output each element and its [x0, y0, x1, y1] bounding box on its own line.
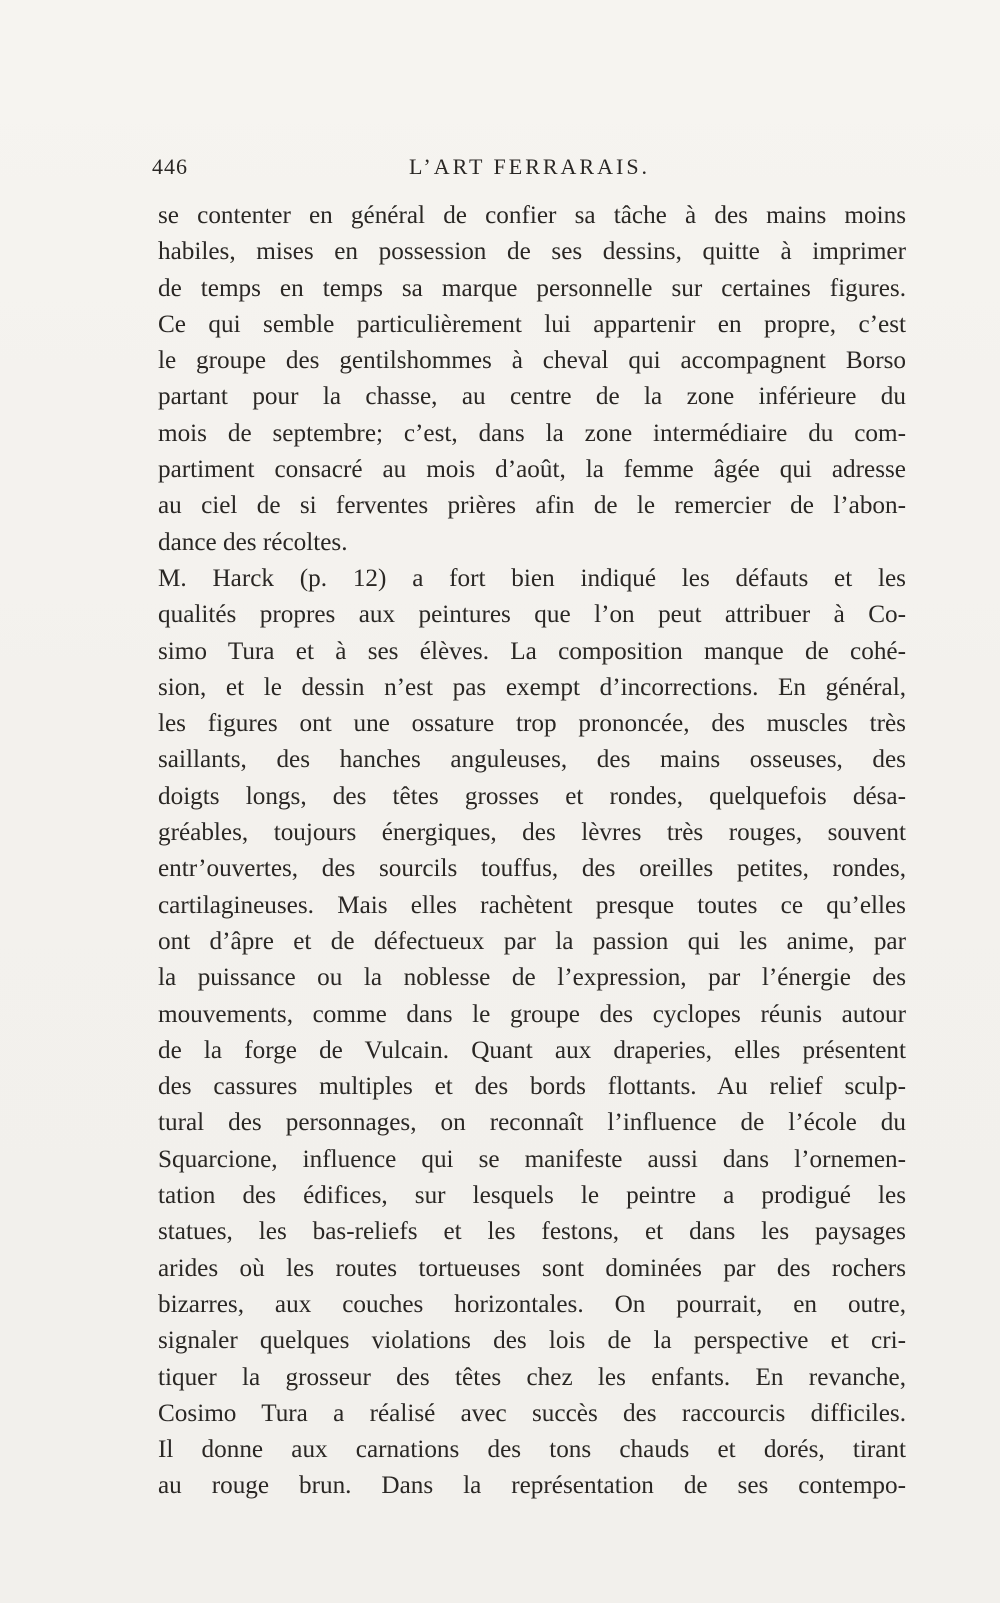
- text-line: entr’ouvertes, des sourcils touffus, des oreilles petites, rondes,: [158, 855, 906, 883]
- text-line: se contenter en général de confier sa tâche à des mains moins: [158, 202, 906, 229]
- text-line: partant pour la chasse, au centre de la zone inférieure du: [158, 383, 906, 411]
- text-line: gréables, toujours énergiques, des lèvres très rouges, souvent: [158, 819, 906, 847]
- text-line: qualités propres aux peintures que l’on peut attribuer à Co-: [158, 601, 906, 629]
- text-line: signaler quelques violations des lois de la perspective et cri-: [158, 1327, 906, 1355]
- text-line: la puissance ou la noblesse de l’expression, par l’énergie des: [158, 964, 906, 992]
- text-line: doigts longs, des têtes grosses et rondes, quelquefois désa-: [158, 782, 906, 810]
- text-line: dance des récoltes.: [158, 528, 348, 556]
- text-line: habiles, mises en possession de ses dessins, quitte à imprimer: [158, 238, 906, 266]
- text-line: Squarcione, influence qui se manifeste aussi dans l’ornemen-: [158, 1145, 906, 1173]
- text-line: ont d’âpre et de défectueux par la passion qui les anime, par: [158, 927, 906, 955]
- text-line: cartilagineuses. Mais elles rachètent presque toutes ce qu’elles: [158, 891, 906, 919]
- text-line: saillants, des hanches anguleuses, des mains osseuses, des: [158, 746, 906, 774]
- text-line: M. Harck (p. 12) a fort bien indiqué les défauts et les: [158, 564, 906, 592]
- text-line: simo Tura et à ses élèves. La composition manque de cohé-: [158, 637, 906, 665]
- text-line: statues, les bas-reliefs et les festons, et dans les paysages: [158, 1218, 906, 1246]
- text-line: les figures ont une ossature trop prononcée, des muscles très: [158, 710, 906, 738]
- text-line: partiment consacré au mois d’août, la femme âgée qui adresse: [158, 456, 906, 484]
- text-line: tural des personnages, on reconnaît l’influence de l’école du: [158, 1109, 906, 1137]
- text-line: de la forge de Vulcain. Quant aux draperies, elles présentent: [158, 1036, 906, 1064]
- text-line: des cassures multiples et des bords flottants. Au relief sculp-: [158, 1073, 906, 1101]
- text-line: Ce qui semble particulièrement lui appartenir en propre, c’est: [158, 310, 906, 338]
- text-line: sion, et le dessin n’est pas exempt d’incorrections. En général,: [158, 673, 906, 701]
- body-text: [158, 198, 906, 1505]
- text-line: arides où les routes tortueuses sont dominées par des rochers: [158, 1254, 906, 1282]
- page-number: 446: [152, 154, 188, 179]
- text-line: tiquer la grosseur des têtes chez les enfants. En revanche,: [158, 1363, 906, 1391]
- text-line: tation des édifices, sur lesquels le peintre a prodigué les: [158, 1182, 906, 1210]
- text-line: mois de septembre; c’est, dans la zone intermédiaire du com-: [158, 419, 906, 447]
- text-line: bizarres, aux couches horizontales. On pourrait, en outre,: [158, 1290, 906, 1318]
- running-title: L’ART FERRARAIS.: [409, 154, 651, 179]
- text-line: le groupe des gentilshommes à cheval qui accompagnent Borso: [158, 347, 906, 375]
- text-line: au ciel de si ferventes prières afin de le remercier de l’abon-: [158, 492, 906, 520]
- text-line: Cosimo Tura a réalisé avec succès des raccourcis difficiles.: [158, 1399, 906, 1427]
- text-line: au rouge brun. Dans la représentation de ses contempo-: [158, 1472, 906, 1500]
- text-line: mouvements, comme dans le groupe des cyclopes réunis autour: [158, 1000, 906, 1028]
- text-line: Il donne aux carnations des tons chauds et dorés, tirant: [158, 1436, 906, 1464]
- text-line: de temps en temps sa marque personnelle sur certaines figures.: [158, 274, 906, 302]
- running-head: [152, 154, 842, 180]
